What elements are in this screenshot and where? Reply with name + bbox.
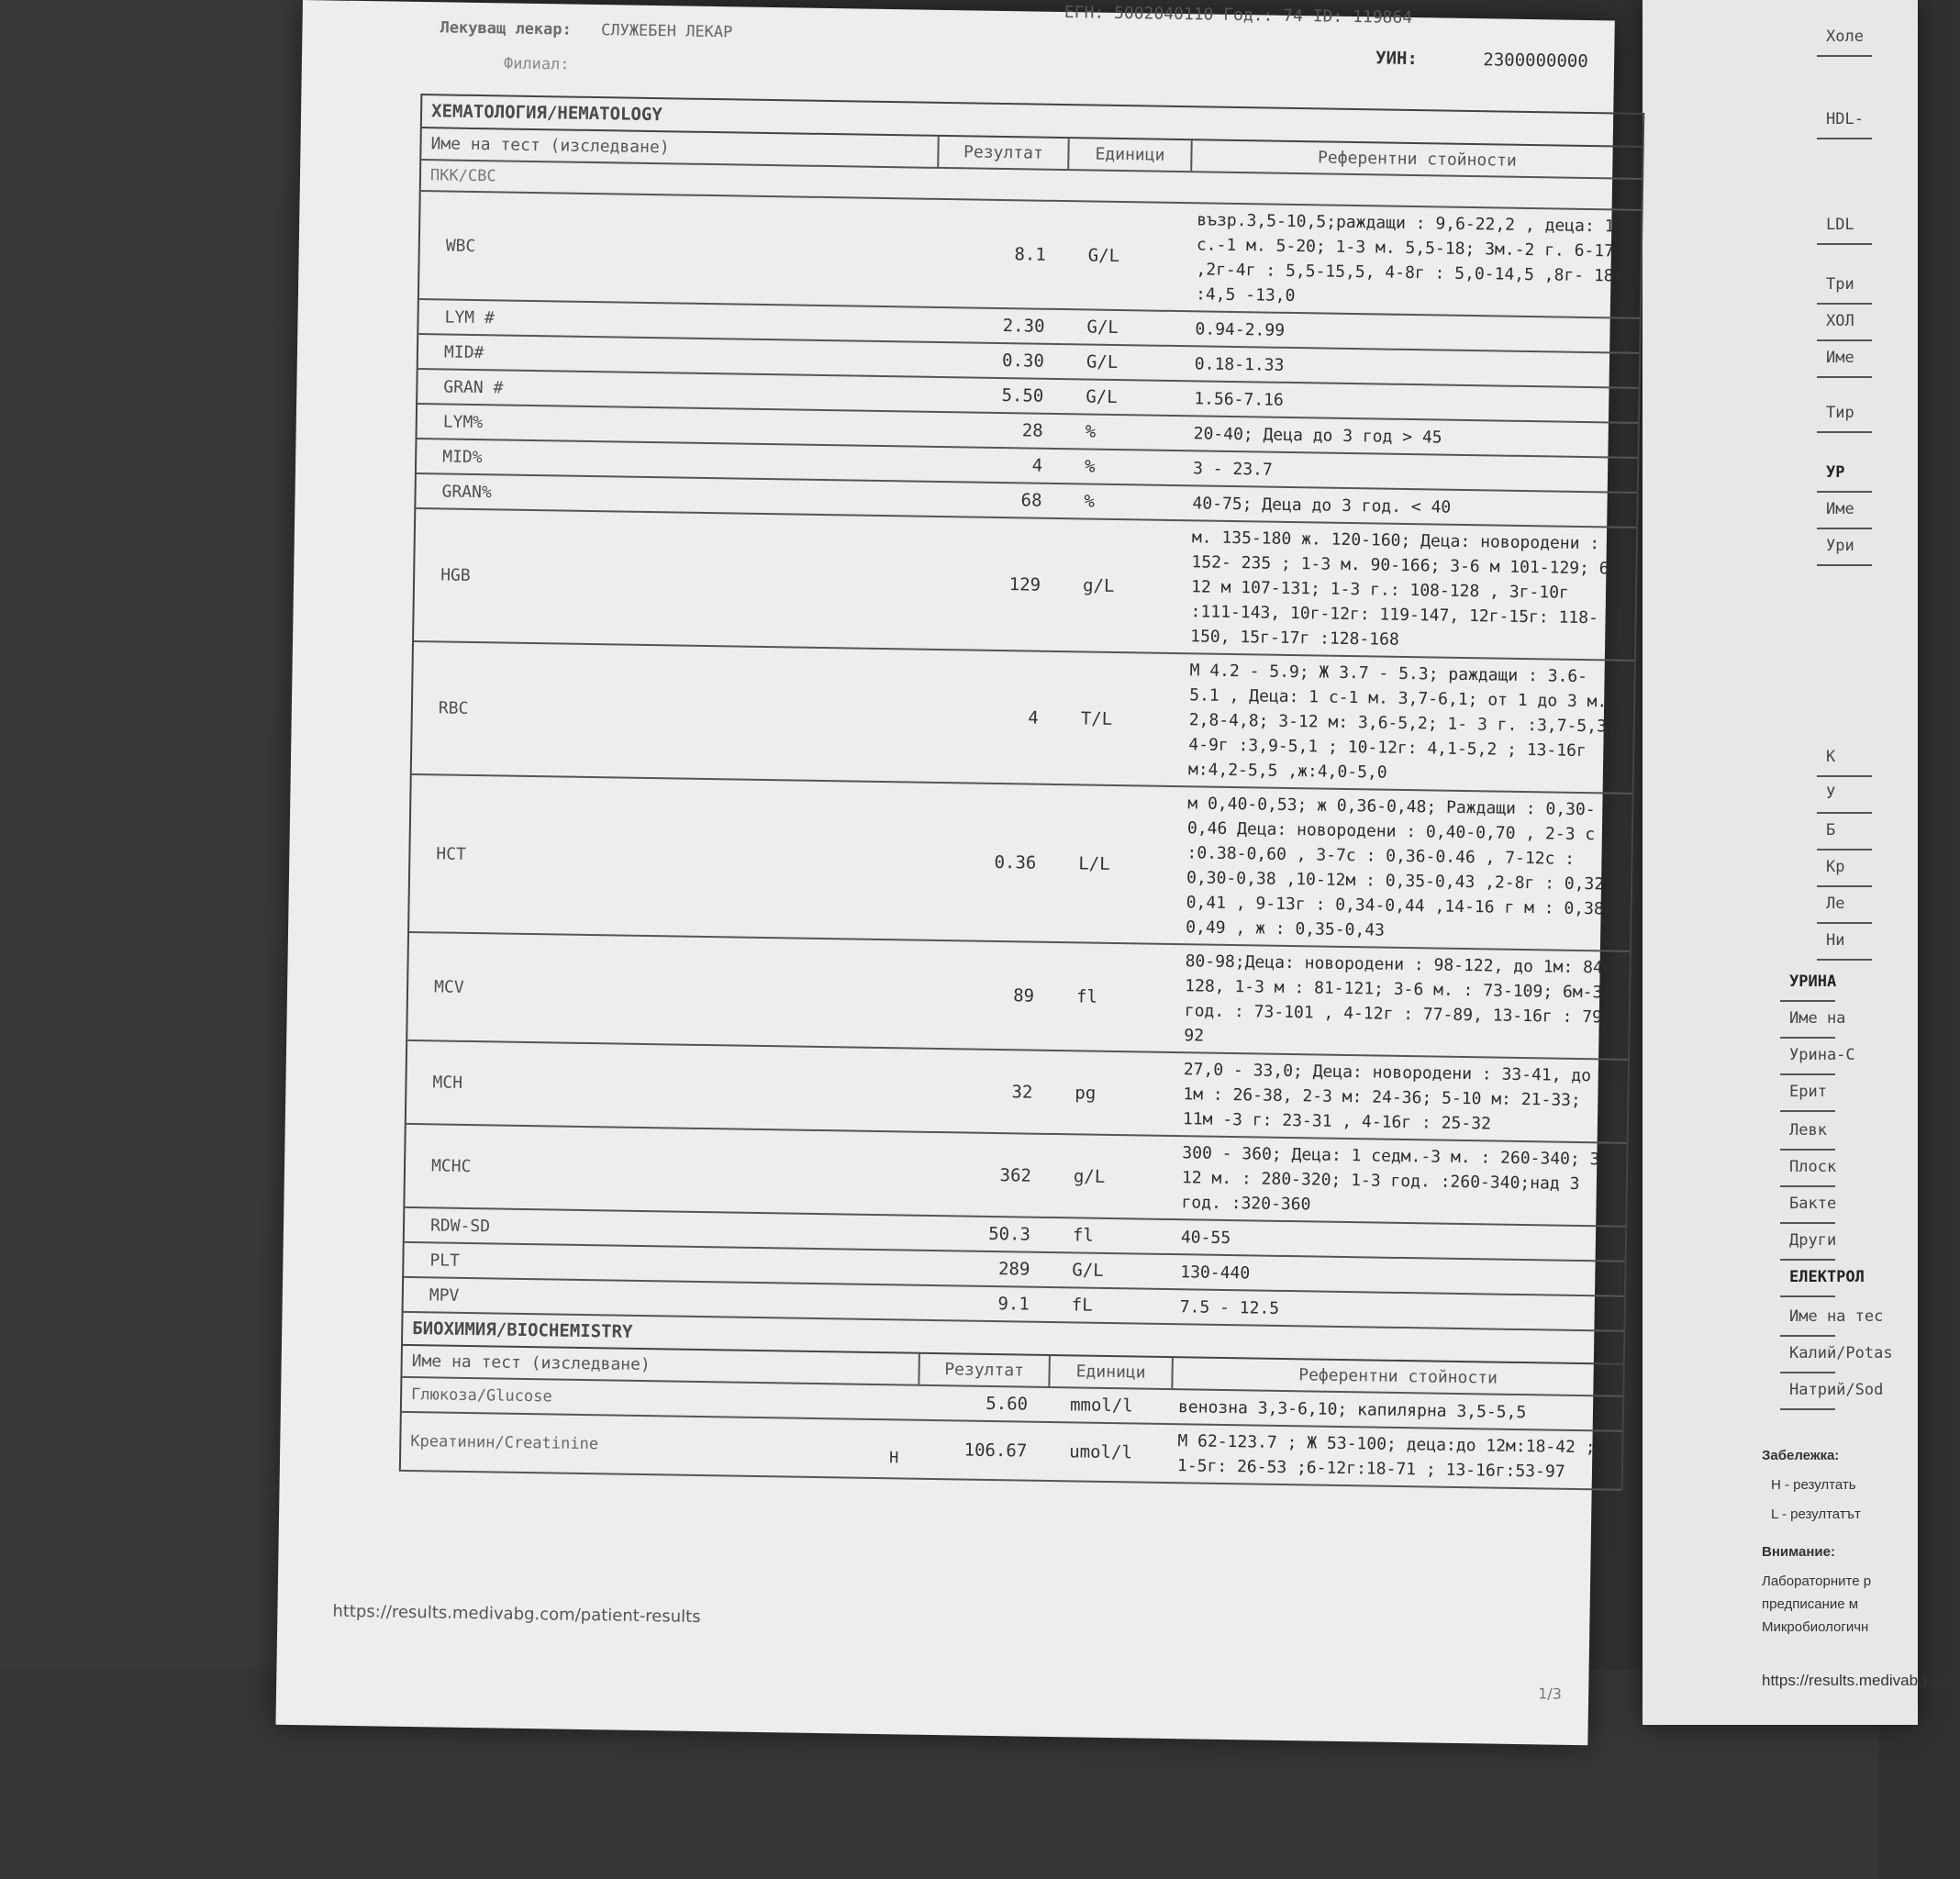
branch-label: Филиал: bbox=[503, 54, 570, 74]
result-value: 9.1 bbox=[997, 1294, 1030, 1315]
doctor-value: СЛУЖЕБЕН ЛЕКАР bbox=[600, 21, 733, 42]
attention-label: Внимание: bbox=[1762, 1544, 1835, 1560]
background-left bbox=[0, 0, 303, 1879]
row-divider bbox=[1817, 959, 1872, 961]
result-value: 68 bbox=[1020, 490, 1042, 511]
col-result: Резултат bbox=[918, 1354, 1049, 1386]
lab-note-line-3: Микробиологичн bbox=[1762, 1619, 1869, 1635]
col-reference: Референтни стойности bbox=[1190, 140, 1642, 178]
biochemistry-section-title: БИОХИМИЯ/BIOCHEMISTRY bbox=[403, 1313, 1623, 1365]
test-name: GRAN # bbox=[443, 376, 504, 397]
table-row bbox=[419, 192, 1642, 319]
reference-range: 20-40; Деца до 3 год > 45 bbox=[1193, 423, 1442, 448]
second-page-fragment: Натрий/Sod bbox=[1789, 1381, 1884, 1399]
reference-range: 1.56-7.16 bbox=[1194, 388, 1284, 410]
second-page-fragment: Три bbox=[1826, 275, 1854, 294]
test-name: MID# bbox=[443, 341, 484, 362]
test-name: MCV bbox=[433, 976, 464, 997]
col-test-name: Име на тест (изследване) bbox=[430, 134, 670, 158]
note-h: H - резултать bbox=[1771, 1477, 1856, 1493]
row-divider bbox=[1780, 1073, 1835, 1075]
second-page-fragment: Кр bbox=[1826, 858, 1845, 876]
abnormal-flag: H bbox=[888, 1449, 899, 1468]
row-divider bbox=[1780, 1037, 1835, 1039]
test-name: PLT bbox=[429, 1250, 461, 1271]
test-name: HCT bbox=[436, 843, 467, 864]
reference-range: 80-98;Деца: новородени : 98-122, до 1м: 84-128, 1-3 м : 81-121; 3-6 м. : 73-109; 6м-3 год. : 73-101 , 4-12г : 77-89, 13-16г : 79-92 bbox=[1184, 951, 1613, 1046]
table-row bbox=[412, 642, 1634, 795]
unit-value: G/L bbox=[1086, 386, 1118, 407]
result-value: 4 bbox=[1031, 455, 1043, 476]
row-divider bbox=[1817, 849, 1872, 851]
row-divider bbox=[1780, 1408, 1835, 1410]
test-name: Креатинин/Creatinine bbox=[410, 1432, 599, 1454]
test-name: LYM% bbox=[442, 411, 484, 432]
test-name: RDW-SD bbox=[429, 1215, 491, 1236]
second-page-fragment: Ерит bbox=[1789, 1083, 1827, 1101]
reference-range: М 4.2 - 5.9; Ж 3.7 - 5.3; раждащи : 3.6- 5.1 , Деца: 1 с-1 м. 3,7-6,1; от 1 до 3 м. 2,8-4,8; 3-12 м: 3,6-5,2; 1- 3 г. :3,7-5,3; 4-9г :3,9-5,1 ; 10-12г: 4,1-5,2 ; 13-16г м:4,2-5,5 ,ж:4,0-5,0 bbox=[1187, 661, 1617, 783]
second-page-fragment: Левк bbox=[1789, 1121, 1827, 1140]
reference-range: възр.3,5-10,5;раждащи : 9,6-22,2 , деца: 1 с.-1 м. 5-20; 1-3 м. 5,5-18; 3м.-2 г. 6-17 ,2г-4г : 5,5-15,5, 4-8г : 5,0-14,5 ,8г- 18г :4,5 -13,0 bbox=[1195, 210, 1624, 306]
result-value: 289 bbox=[997, 1259, 1030, 1280]
result-value: 32 bbox=[1011, 1081, 1033, 1103]
row-divider bbox=[1817, 922, 1872, 924]
table-row bbox=[407, 933, 1630, 1061]
second-page-fragment: Урина-С bbox=[1789, 1046, 1855, 1064]
reference-range: 0.94-2.99 bbox=[1195, 318, 1286, 340]
second-page-fragment: Ле bbox=[1826, 895, 1845, 913]
unit-value: fL bbox=[1071, 1295, 1093, 1316]
test-name: MCHC bbox=[430, 1156, 472, 1177]
reference-range: м. 135-180 ж. 120-160; Деца: новородени : 152- 235 ; 1-3 м. 90-166; 3-6 м 101-129; 6-12 м 107-131; 1-3 г.: 108-128 , 3г-10г :111-143, 10г-12г: 119-147, 12г-15г: 118-150, 15г-17г :128-168 bbox=[1190, 528, 1620, 650]
row-divider bbox=[1817, 303, 1872, 305]
cbc-group-label: ПКК/CBC bbox=[421, 161, 1642, 211]
result-value: 106.67 H bbox=[888, 1440, 1028, 1468]
test-name: HGB bbox=[440, 565, 471, 585]
result-value: 0.30 bbox=[1001, 350, 1045, 372]
result-value: 0.36 bbox=[994, 851, 1037, 873]
row-divider bbox=[1780, 1149, 1835, 1151]
col-units: Единици bbox=[1048, 1356, 1172, 1388]
second-page-fragment: УР bbox=[1826, 463, 1845, 482]
result-value: 89 bbox=[1012, 985, 1035, 1006]
row-divider bbox=[1780, 1335, 1835, 1337]
row-divider bbox=[1817, 775, 1872, 777]
patient-id-line: ЕГН: 5002040110 Год.: 74 ID: 119864 bbox=[1064, 3, 1413, 28]
uin-value: 2300000000 bbox=[1483, 50, 1588, 72]
second-page-fragment: Ури bbox=[1826, 537, 1854, 555]
col-units: Единици bbox=[1067, 139, 1191, 171]
unit-value: G/L bbox=[1086, 351, 1119, 372]
unit-value: G/L bbox=[1072, 1260, 1104, 1281]
unit-value: % bbox=[1084, 456, 1096, 477]
page-number: 1/3 bbox=[1538, 1684, 1563, 1703]
row-divider bbox=[1817, 55, 1872, 57]
unit-value: g/L bbox=[1082, 574, 1115, 596]
second-page-fragment: Холе bbox=[1826, 28, 1864, 46]
doctor-line bbox=[440, 18, 732, 41]
row-divider bbox=[1780, 1185, 1835, 1187]
test-name: RBC bbox=[438, 698, 469, 718]
col-test-name: Име на тест (изследване) bbox=[411, 1351, 651, 1375]
hematology-rows bbox=[404, 192, 1642, 1332]
note-title: Забележка: bbox=[1762, 1448, 1840, 1463]
test-name: MPV bbox=[429, 1284, 460, 1306]
row-divider bbox=[1817, 376, 1872, 378]
row-divider bbox=[1780, 1295, 1835, 1297]
unit-value: fl bbox=[1072, 1225, 1095, 1246]
second-page-fragment: Б bbox=[1826, 821, 1836, 839]
unit-value: % bbox=[1084, 491, 1096, 512]
test-name: MID% bbox=[442, 446, 483, 467]
second-page-fragment: УРИНА bbox=[1789, 973, 1837, 991]
row-divider bbox=[1817, 339, 1872, 341]
result-value: 5.60 bbox=[986, 1393, 1029, 1415]
unit-value: umol/l bbox=[1069, 1441, 1133, 1463]
uin-label: УИН: bbox=[1375, 48, 1419, 70]
col-result: Резултат bbox=[937, 137, 1068, 169]
test-name: MCH bbox=[432, 1073, 463, 1093]
second-page-fragment: Ни bbox=[1826, 931, 1845, 950]
reference-range: 7.5 - 12.5 bbox=[1179, 1296, 1280, 1318]
result-value: 2.30 bbox=[1002, 316, 1045, 337]
results-table bbox=[399, 94, 1644, 1491]
lab-note-line-1: Лабораторните р bbox=[1762, 1573, 1872, 1589]
row-divider bbox=[1817, 431, 1872, 433]
table-row bbox=[414, 509, 1636, 662]
second-page-fragment: Тир bbox=[1826, 404, 1854, 422]
row-divider bbox=[1817, 528, 1872, 529]
row-divider bbox=[1780, 1222, 1835, 1224]
second-page-fragment: Плоск bbox=[1789, 1158, 1837, 1176]
reference-range: 40-55 bbox=[1180, 1227, 1231, 1248]
row-divider bbox=[1780, 1259, 1835, 1261]
unit-value: T/L bbox=[1080, 707, 1113, 729]
second-page-fragment: Име bbox=[1826, 500, 1854, 518]
result-value: 4 bbox=[1028, 707, 1039, 728]
row-divider bbox=[1817, 491, 1872, 493]
second-page-fragment: Име bbox=[1826, 349, 1854, 367]
second-page-fragment: У bbox=[1826, 784, 1836, 803]
second-page-url: https://results.medivabg.com bbox=[1762, 1672, 1960, 1689]
table-row bbox=[409, 775, 1632, 952]
row-divider bbox=[1817, 138, 1872, 139]
second-page-fragment: Име на тес bbox=[1789, 1307, 1884, 1326]
biochemistry-rows bbox=[401, 1378, 1622, 1491]
reference-range: М 62-123.7 ; Ж 53-100; деца:до 12м:18-42 ; 1-5г: 26-53 ;6-12г:18-71 ; 13-16г:53-97 bbox=[1176, 1431, 1596, 1482]
reference-range: 27,0 - 33,0; Деца: новородени : 33-41, до 1м : 26-38, 2-3 м: 24-36; 5-10 м: 21-33; 11м -3 г: 23-31 , 4-16г : 25-32 bbox=[1182, 1060, 1592, 1134]
reference-range: 300 - 360; Деца: 1 седм.-3 м. : 260-340; 3-12 м. : 280-320; 1-3 год. :260-340;над 3 год. :320-360 bbox=[1181, 1143, 1610, 1215]
row-divider bbox=[1817, 243, 1872, 245]
result-value: 28 bbox=[1021, 420, 1043, 441]
second-page-sheet bbox=[1643, 0, 1960, 1725]
unit-value: g/L bbox=[1073, 1165, 1106, 1187]
test-name: Глюкоза/Glucose bbox=[410, 1385, 552, 1406]
second-page-fragment: Калий/Potas bbox=[1789, 1344, 1893, 1362]
doctor-label: Лекуващ лекар: bbox=[440, 18, 572, 39]
second-page-fragment: Други bbox=[1789, 1231, 1837, 1250]
test-name: LYM # bbox=[444, 306, 495, 328]
uin-line bbox=[1375, 48, 1588, 72]
result-value: 129 bbox=[1008, 573, 1041, 595]
lab-results-sheet bbox=[275, 0, 1624, 1745]
col-reference: Референтни стойности bbox=[1171, 1358, 1622, 1395]
result-value: 5.50 bbox=[1001, 385, 1044, 406]
second-page-fragment: Име на bbox=[1789, 1009, 1846, 1028]
second-page-fragment: ЕЛЕКТРОЛ bbox=[1789, 1268, 1865, 1286]
result-value: 50.3 bbox=[988, 1223, 1031, 1245]
second-page-fragment: ХОЛ bbox=[1826, 312, 1854, 330]
second-page-fragment: К bbox=[1826, 748, 1836, 766]
row-divider bbox=[1780, 1000, 1835, 1002]
row-divider bbox=[1817, 812, 1872, 814]
test-name: WBC bbox=[445, 235, 476, 256]
hematology-section-title: ХЕМАТОЛОГИЯ/HEMATOLOGY bbox=[422, 95, 1643, 148]
row-divider bbox=[1780, 1110, 1835, 1112]
reference-range: 130-440 bbox=[1180, 1262, 1251, 1283]
reference-range: 40-75; Деца до 3 год. < 40 bbox=[1192, 493, 1452, 517]
lab-note-line-2: предписание м bbox=[1762, 1596, 1859, 1612]
patient-header bbox=[302, 0, 1615, 103]
reference-range: м 0,40-0,53; ж 0,36-0,48; Раждащи : 0,30- 0,46 Деца: новородени : 0,40-0,70 , 2-3 с :0.38-0,60 , 3-7с : 0,36-0.46 , 7-12с : 0,30-0,38 ,10-12м : 0,35-0,43 ,2-8г : 0,32-0,41 , 9-13г : 0,34-0,44 ,14-16 г м : 0,38-0,49 , ж : 0,35-0,43 bbox=[1186, 794, 1615, 940]
unit-value: pg bbox=[1075, 1082, 1097, 1104]
reference-range: 0.18-1.33 bbox=[1194, 353, 1285, 375]
unit-value: fl bbox=[1075, 986, 1098, 1007]
result-value: 8.1 bbox=[1014, 244, 1046, 265]
reference-range: венозна 3,3-6,10; капилярна 3,5-5,5 bbox=[1177, 1396, 1527, 1422]
reference-range: 3 - 23.7 bbox=[1192, 458, 1273, 480]
second-page-fragment: Бакте bbox=[1789, 1195, 1837, 1213]
row-divider bbox=[1780, 1372, 1835, 1373]
test-name: GRAN% bbox=[441, 481, 492, 502]
unit-value: L/L bbox=[1078, 853, 1110, 874]
second-page-fragment: HDL- bbox=[1826, 110, 1864, 128]
unit-value: mmol/l bbox=[1069, 1395, 1133, 1417]
results-url: https://results.medivabg.com/patient-results bbox=[332, 1601, 701, 1628]
row-divider bbox=[1817, 564, 1872, 566]
note-l: L - резултатът bbox=[1771, 1507, 1861, 1522]
result-value: 362 bbox=[999, 1164, 1032, 1186]
row-divider bbox=[1817, 885, 1872, 887]
unit-value: G/L bbox=[1086, 317, 1119, 339]
unit-value: % bbox=[1085, 421, 1097, 442]
unit-value: G/L bbox=[1087, 245, 1120, 267]
second-page-fragment: LDL bbox=[1826, 216, 1854, 234]
